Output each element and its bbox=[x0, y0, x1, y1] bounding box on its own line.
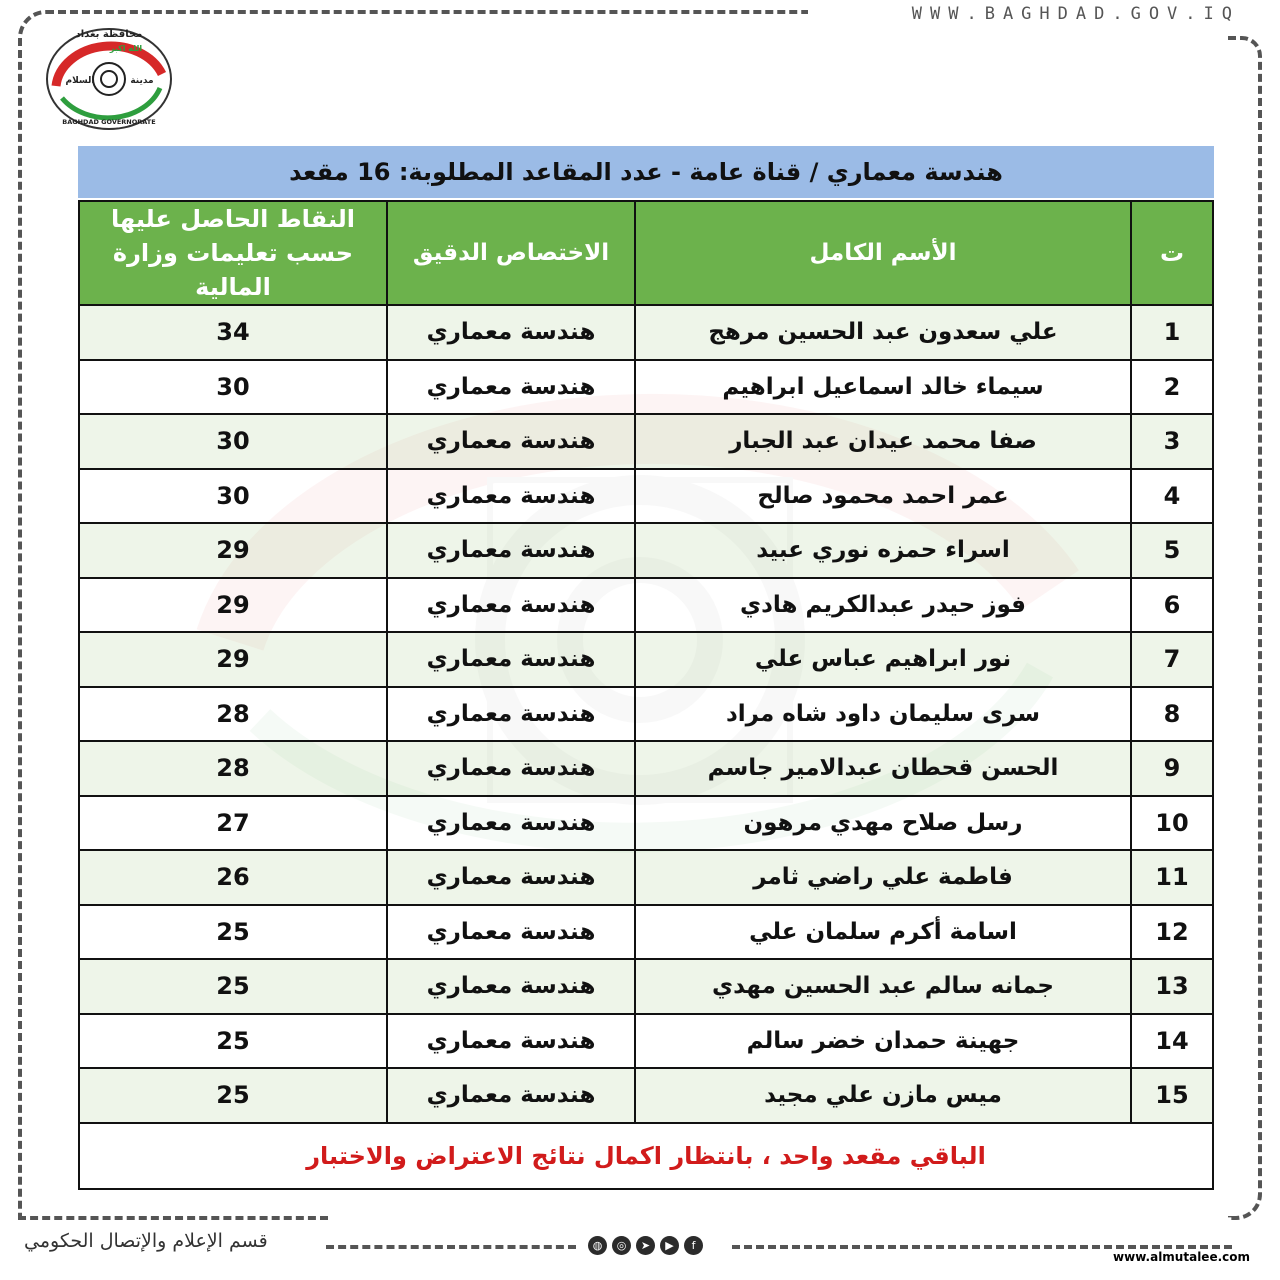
table-row bbox=[79, 959, 1213, 1014]
cell-number: 10 bbox=[1131, 796, 1213, 851]
web-icon[interactable]: ◍ bbox=[588, 1236, 607, 1255]
cell-full-name: سيماء خالد اسماعيل ابراهيم bbox=[635, 360, 1131, 415]
cell-specialization: هندسة معماري bbox=[387, 632, 635, 687]
cell-specialization: هندسة معماري bbox=[387, 850, 635, 905]
cell-points: 26 bbox=[79, 850, 387, 905]
cell-points: 27 bbox=[79, 796, 387, 851]
cell-specialization: هندسة معماري bbox=[387, 1068, 635, 1123]
cell-number: 7 bbox=[1131, 632, 1213, 687]
table-row bbox=[79, 414, 1213, 469]
baghdad-governorate-logo bbox=[44, 24, 174, 134]
table-row bbox=[79, 687, 1213, 742]
note-row bbox=[79, 1123, 1213, 1189]
cell-full-name: عمر احمد محمود صالح bbox=[635, 469, 1131, 524]
cell-number: 3 bbox=[1131, 414, 1213, 469]
cell-full-name: سرى سليمان داود شاه مراد bbox=[635, 687, 1131, 742]
cell-points: 25 bbox=[79, 1068, 387, 1123]
cell-number: 11 bbox=[1131, 850, 1213, 905]
cell-full-name: اسامة أكرم سلمان علي bbox=[635, 905, 1131, 960]
cell-points: 30 bbox=[79, 414, 387, 469]
cell-full-name: علي سعدون عبد الحسين مرهج bbox=[635, 305, 1131, 360]
cell-points: 28 bbox=[79, 687, 387, 742]
cell-specialization: هندسة معماري bbox=[387, 687, 635, 742]
table-row bbox=[79, 469, 1213, 524]
facebook-icon[interactable]: f bbox=[684, 1236, 703, 1255]
cell-number: 15 bbox=[1131, 1068, 1213, 1123]
logo-bottom-text: BAGHDAD GOVERNORATE bbox=[62, 118, 156, 126]
footer-divider-right bbox=[732, 1245, 1232, 1249]
table-row bbox=[79, 850, 1213, 905]
column-header-specialization: الاختصاص الدقيق bbox=[387, 201, 635, 305]
social-icons bbox=[588, 1236, 703, 1255]
column-header-points: النقاط الحاصل عليها حسب تعليمات وزارة المالية bbox=[79, 201, 387, 305]
cell-specialization: هندسة معماري bbox=[387, 523, 635, 578]
cell-points: 30 bbox=[79, 469, 387, 524]
table-title: هندسة معماري / قناة عامة - عدد المقاعد المطلوبة: 16 مقعد bbox=[78, 146, 1214, 198]
cell-number: 5 bbox=[1131, 523, 1213, 578]
cell-full-name: جهينة حمدان خضر سالم bbox=[635, 1014, 1131, 1069]
footer-divider-left bbox=[326, 1245, 576, 1249]
logo-top-text: محافظة بغداد bbox=[75, 29, 143, 40]
cell-full-name: ميس مازن علي مجيد bbox=[635, 1068, 1131, 1123]
cell-specialization: هندسة معماري bbox=[387, 578, 635, 633]
cell-specialization: هندسة معماري bbox=[387, 360, 635, 415]
cell-specialization: هندسة معماري bbox=[387, 469, 635, 524]
table-row bbox=[79, 305, 1213, 360]
cell-number: 4 bbox=[1131, 469, 1213, 524]
cell-full-name: صفا محمد عيدان عبد الجبار bbox=[635, 414, 1131, 469]
logo-banner-text: الله اكبر bbox=[109, 44, 143, 53]
cell-specialization: هندسة معماري bbox=[387, 1014, 635, 1069]
cell-points: 25 bbox=[79, 905, 387, 960]
logo-right-text: السلام bbox=[65, 76, 95, 86]
cell-specialization: هندسة معماري bbox=[387, 414, 635, 469]
table-row bbox=[79, 1014, 1213, 1069]
cell-points: 25 bbox=[79, 1014, 387, 1069]
cell-points: 25 bbox=[79, 959, 387, 1014]
column-header-number: ت bbox=[1131, 201, 1213, 305]
cell-specialization: هندسة معماري bbox=[387, 905, 635, 960]
youtube-icon[interactable]: ▶ bbox=[660, 1236, 679, 1255]
cell-number: 2 bbox=[1131, 360, 1213, 415]
table-row bbox=[79, 796, 1213, 851]
cell-full-name: فوز حيدر عبدالكريم هادي bbox=[635, 578, 1131, 633]
cell-full-name: نور ابراهيم عباس علي bbox=[635, 632, 1131, 687]
cell-number: 14 bbox=[1131, 1014, 1213, 1069]
table-row bbox=[79, 523, 1213, 578]
cell-specialization: هندسة معماري bbox=[387, 741, 635, 796]
cell-number: 12 bbox=[1131, 905, 1213, 960]
cell-specialization: هندسة معماري bbox=[387, 796, 635, 851]
table-row bbox=[79, 905, 1213, 960]
cell-points: 29 bbox=[79, 578, 387, 633]
cell-full-name: اسراء حمزه نوري عبيد bbox=[635, 523, 1131, 578]
remaining-seat-note: الباقي مقعد واحد ، بانتظار اكمال نتائج الاعتراض والاختبار bbox=[79, 1123, 1213, 1189]
department-name: قسم الإعلام والإتصال الحكومي bbox=[24, 1230, 268, 1252]
logo-left-text: مدينة bbox=[130, 76, 154, 86]
cell-number: 6 bbox=[1131, 578, 1213, 633]
cell-full-name: الحسن قحطان عبدالامير جاسم bbox=[635, 741, 1131, 796]
table-row bbox=[79, 360, 1213, 415]
page-frame-right bbox=[1228, 36, 1262, 1220]
cell-number: 1 bbox=[1131, 305, 1213, 360]
instagram-icon[interactable]: ◎ bbox=[612, 1236, 631, 1255]
cell-points: 29 bbox=[79, 523, 387, 578]
cell-specialization: هندسة معماري bbox=[387, 959, 635, 1014]
website-url[interactable]: WWW.BAGHDAD.GOV.IQ bbox=[911, 4, 1240, 24]
cell-points: 29 bbox=[79, 632, 387, 687]
cell-number: 9 bbox=[1131, 741, 1213, 796]
results-sheet bbox=[78, 146, 1214, 1178]
frame-bottom-left bbox=[18, 1216, 328, 1220]
table-row bbox=[79, 1068, 1213, 1123]
results-table bbox=[78, 200, 1214, 1190]
table-row bbox=[79, 741, 1213, 796]
cell-points: 30 bbox=[79, 360, 387, 415]
cell-full-name: جمانه سالم عبد الحسين مهدي bbox=[635, 959, 1131, 1014]
telegram-icon[interactable]: ➤ bbox=[636, 1236, 655, 1255]
table-row bbox=[79, 632, 1213, 687]
source-site[interactable]: www.almutalee.com bbox=[1113, 1250, 1250, 1264]
cell-points: 28 bbox=[79, 741, 387, 796]
cell-number: 13 bbox=[1131, 959, 1213, 1014]
table-header-row bbox=[79, 201, 1213, 305]
cell-full-name: فاطمة علي راضي ثامر bbox=[635, 850, 1131, 905]
cell-points: 34 bbox=[79, 305, 387, 360]
cell-full-name: رسل صلاح مهدي مرهون bbox=[635, 796, 1131, 851]
column-header-full-name: الأسم الكامل bbox=[635, 201, 1131, 305]
table-row bbox=[79, 578, 1213, 633]
cell-specialization: هندسة معماري bbox=[387, 305, 635, 360]
cell-number: 8 bbox=[1131, 687, 1213, 742]
